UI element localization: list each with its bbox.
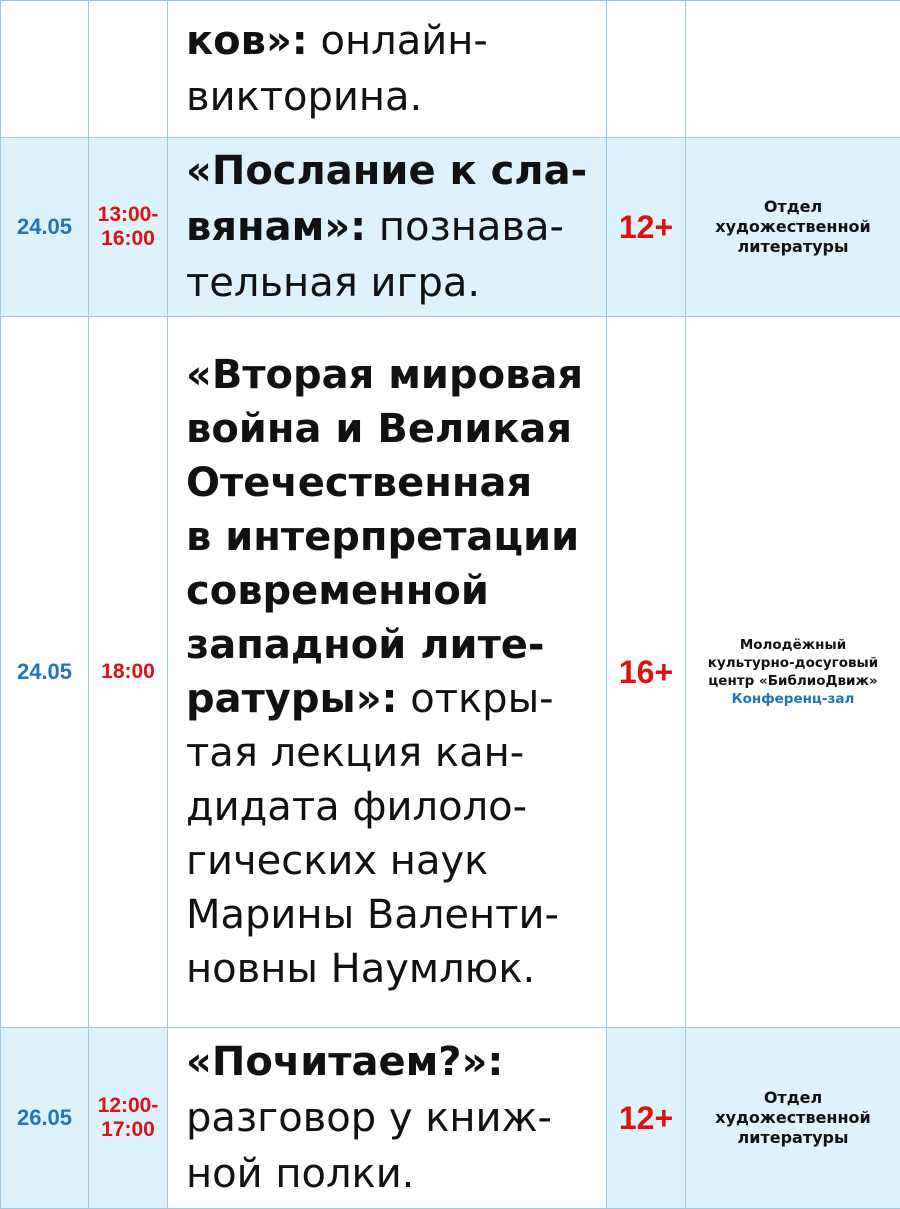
place-line: художественной	[686, 1108, 900, 1128]
event-line: современной	[186, 564, 600, 618]
time-start: 12:00-	[89, 1094, 167, 1118]
time-cell	[89, 138, 168, 317]
place-line: художественной	[686, 217, 900, 237]
event-line: тая лекция кан-	[186, 726, 600, 780]
time-end: 16:00	[89, 227, 167, 251]
time-end: 17:00	[89, 1118, 167, 1142]
time-cell	[89, 317, 168, 1028]
time-start: 13:00-	[89, 203, 167, 227]
table-row	[1, 1028, 900, 1209]
place-line: центр «БиблиоДвиж»	[686, 672, 900, 690]
event-line: Отечественная	[186, 456, 600, 510]
event-line: ков»: онлайн-	[186, 13, 600, 69]
event-line: «Вторая мировая	[186, 348, 600, 402]
place-line: Отдел	[686, 1088, 900, 1108]
time-cell	[89, 1028, 168, 1209]
event-line: в интерпретации	[186, 510, 600, 564]
time-start: 18:00	[89, 660, 167, 684]
place-line: Отдел	[686, 197, 900, 217]
event-cell	[168, 317, 607, 1028]
event-line: Марины Валенти-	[186, 888, 600, 942]
date-cell: 26.05	[1, 1028, 89, 1209]
age-rating: 12+	[607, 1028, 686, 1209]
age-rating: 16+	[607, 317, 686, 1028]
event-line: «Почитаем?»:	[186, 1034, 600, 1090]
event-line: ратуры»: откры-	[186, 672, 600, 726]
place-line: литературы	[686, 1128, 900, 1148]
event-line: дидата филоло-	[186, 780, 600, 834]
event-line: тельная игра.	[186, 255, 600, 311]
place-line: культурно-досуговый	[686, 654, 900, 672]
age-rating: 12+	[607, 138, 686, 317]
place-cell	[686, 317, 900, 1028]
event-line: гических наук	[186, 834, 600, 888]
table-row	[1, 1, 900, 138]
event-line: вянам»: познава-	[186, 199, 600, 255]
date-cell	[1, 1, 89, 138]
place-cell	[686, 1028, 900, 1209]
place-line: литературы	[686, 237, 900, 257]
place-cell	[686, 1, 900, 138]
place-cell	[686, 138, 900, 317]
event-line: новны Наумлюк.	[186, 942, 600, 996]
hall-name: Конференц-зал	[686, 690, 900, 708]
place-line: Молодёжный	[686, 636, 900, 654]
table-row	[1, 317, 900, 1028]
event-line: разговор у книж-	[186, 1090, 600, 1146]
event-line: война и Великая	[186, 402, 600, 456]
event-cell	[168, 1028, 607, 1209]
event-line: западной лите-	[186, 618, 600, 672]
event-line: «Послание к сла-	[186, 143, 600, 199]
date-cell: 24.05	[1, 138, 89, 317]
event-cell	[168, 138, 607, 317]
date-cell: 24.05	[1, 317, 89, 1028]
event-line: ной полки.	[186, 1146, 600, 1202]
event-line: викторина.	[186, 69, 600, 125]
time-cell	[89, 1, 168, 138]
event-cell	[168, 1, 607, 138]
age-cell	[607, 1, 686, 138]
table-row	[1, 138, 900, 317]
